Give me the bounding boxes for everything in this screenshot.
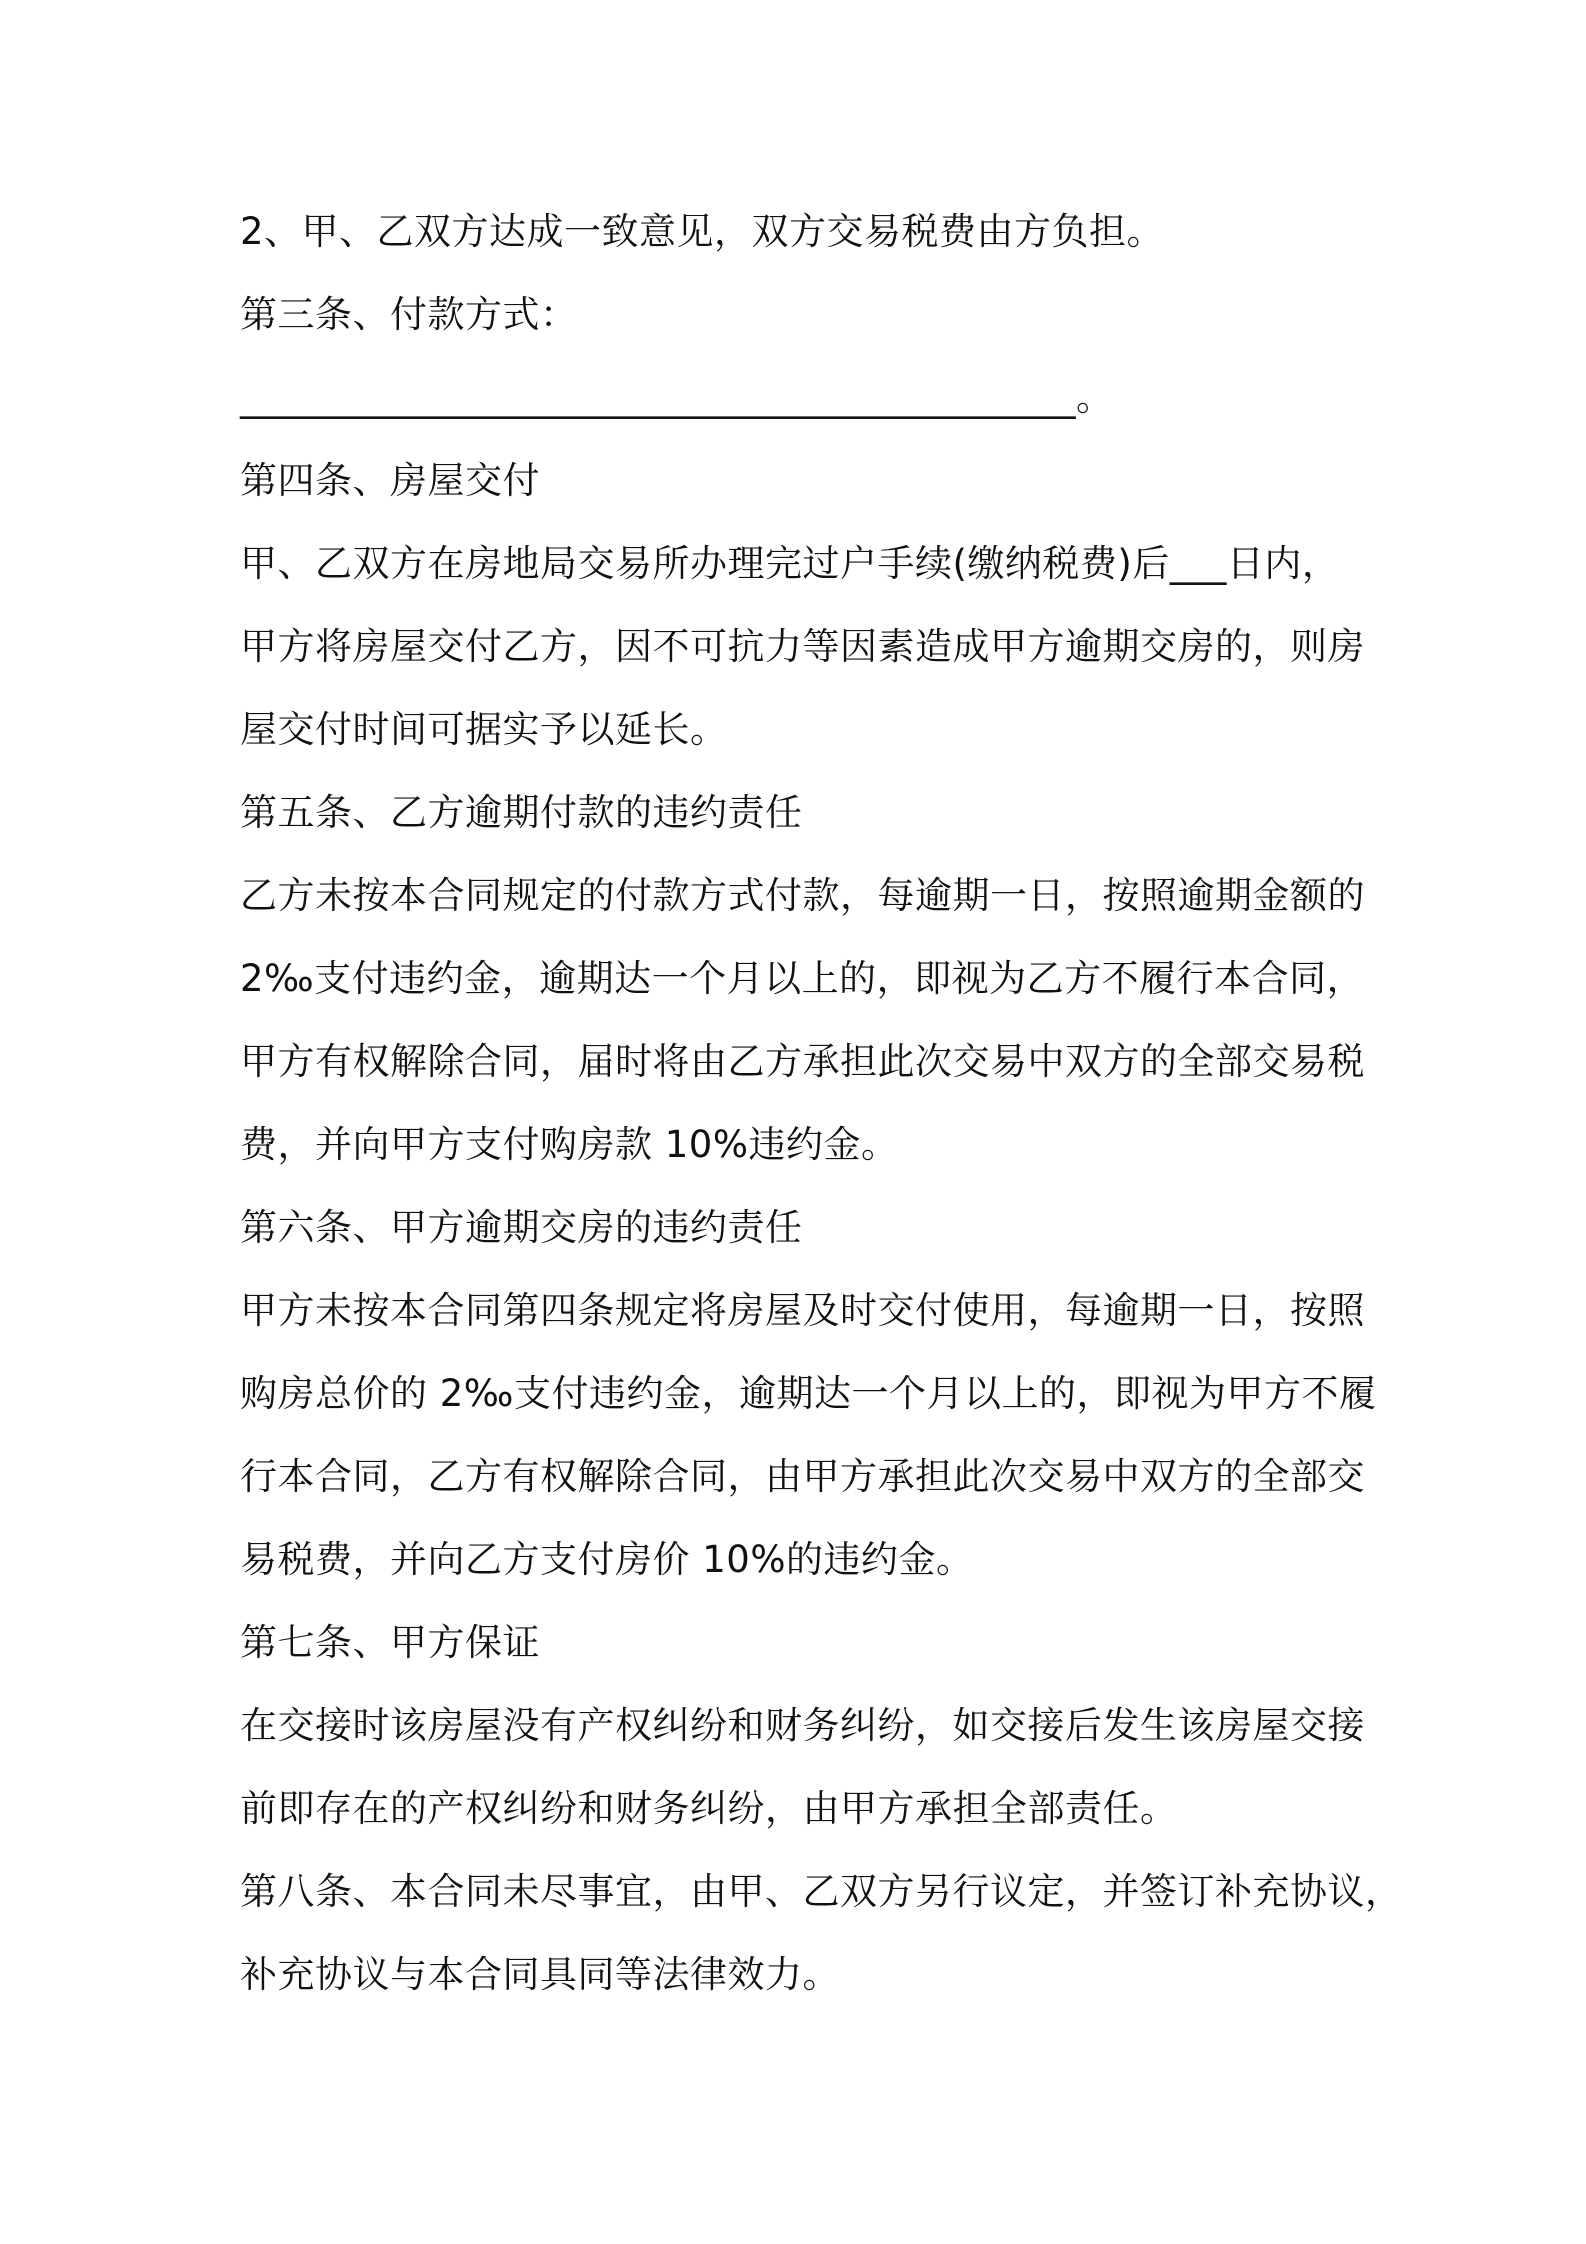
article-7-text-line-2: 前即存在的产权纠纷和财务纠纷，由甲方承担全部责任。 (240, 1787, 1178, 1830)
document-body (240, 190, 1403, 2016)
article-6-text-line-4: 易税费，并向乙方支付房价 10%的违约金。 (240, 1538, 974, 1581)
article-8-text-line-1: 第八条、本合同未尽事宜，由甲、乙双方另行议定，并签订补充协议， (240, 1870, 1403, 1913)
article-4-text-line-1: 甲、乙双方在房地局交易所办理完过户手续(缴纳税费)后___日内， (240, 542, 1340, 585)
article-8-text-line-2: 补充协议与本合同具同等法律效力。 (240, 1953, 840, 1996)
article-5-text-line-3: 甲方有权解除合同，届时将由乙方承担此次交易中双方的全部交易税 (240, 1040, 1365, 1083)
article-5-heading: 第五条、乙方逾期付款的违约责任 (240, 791, 803, 834)
article-6-text-line-3: 行本合同，乙方有权解除合同，由甲方承担此次交易中双方的全部交 (240, 1455, 1365, 1498)
article-6-heading: 第六条、甲方逾期交房的违约责任 (240, 1206, 803, 1249)
article-4-text-line-2: 甲方将房屋交付乙方，因不可抗力等因素造成甲方逾期交房的，则房 (240, 625, 1365, 668)
article-5-text-line-1: 乙方未按本合同规定的付款方式付款，每逾期一日，按照逾期金额的 (240, 874, 1365, 917)
article-4-text-line-3: 屋交付时间可据实予以延长。 (240, 708, 728, 751)
article-7-text-line-1: 在交接时该房屋没有产权纠纷和财务纠纷，如交接后发生该房屋交接 (240, 1704, 1365, 1747)
article-6-text-line-1: 甲方未按本合同第四条规定将房屋及时交付使用，每逾期一日，按照 (240, 1289, 1365, 1332)
article-3-heading: 第三条、付款方式： (240, 293, 578, 336)
article-5-text-line-4: 费，并向甲方支付购房款 10%违约金。 (240, 1123, 899, 1166)
article-6-text-line-2: 购房总价的 2‰支付违约金，逾期达一个月以上的，即视为甲方不履 (240, 1372, 1377, 1415)
article-4-heading: 第四条、房屋交付 (240, 459, 540, 502)
payment-method-blank: ____________________________________________。 (240, 376, 1114, 419)
article-7-heading: 第七条、甲方保证 (240, 1621, 540, 1664)
article-5-text-line-2: 2‰支付违约金，逾期达一个月以上的，即视为乙方不履行本合同， (240, 957, 1365, 1000)
clause-2-text: 2、甲、乙双方达成一致意见，双方交易税费由方负担。 (240, 210, 1165, 253)
